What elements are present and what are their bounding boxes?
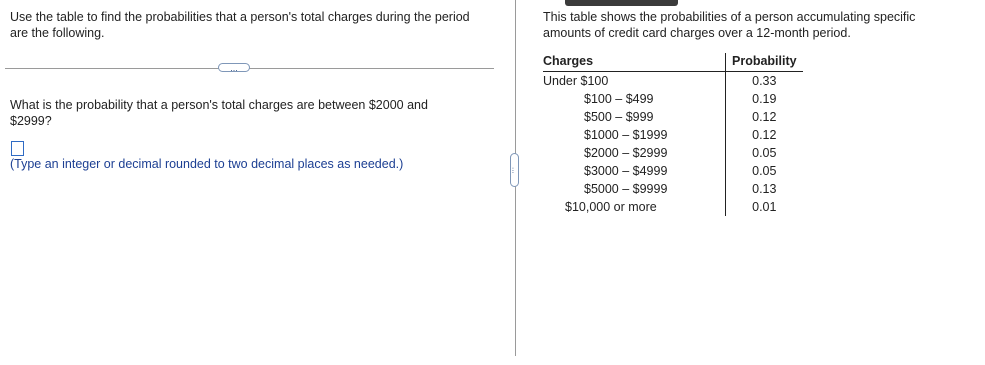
probability-cell: 0.05 [726, 162, 803, 180]
expand-more-button[interactable]: ... [218, 63, 250, 72]
table-row [543, 180, 803, 198]
splitter-handle-icon[interactable]: ... [510, 153, 519, 187]
answer-format-hint: (Type an integer or decimal rounded to two decimal places as needed.) [10, 157, 404, 171]
column-header-probability: Probability [726, 53, 803, 72]
charges-cell: $3000 – $4999 [584, 164, 668, 178]
probability-cell: 0.13 [726, 180, 803, 198]
table-row [543, 162, 803, 180]
charges-cell: Under $100 [543, 74, 609, 88]
column-header-charges: Charges [543, 53, 726, 72]
table-row [543, 108, 803, 126]
probability-cell: 0.33 [726, 72, 803, 91]
probability-cell: 0.12 [726, 126, 803, 144]
probability-cell: 0.01 [726, 198, 803, 216]
table-row [543, 126, 803, 144]
probability-cell: 0.19 [726, 90, 803, 108]
charges-cell: $500 – $999 [584, 110, 654, 124]
probability-table [543, 53, 803, 216]
answer-input[interactable] [11, 141, 24, 156]
table-row [543, 72, 803, 91]
charges-cell: $100 – $499 [584, 92, 654, 106]
table-description: This table shows the probabilities of a person accumulating specific amounts of credit card charges over a 12-month period. [543, 10, 916, 40]
probability-cell: 0.12 [726, 108, 803, 126]
charges-cell: $10,000 or more [565, 200, 657, 214]
table-row [543, 90, 803, 108]
instructions-text: Use the table to find the probabilities that a person's total charges during the period are the following. [10, 10, 470, 40]
charges-cell: $1000 – $1999 [584, 128, 668, 142]
top-tab-bar [565, 0, 678, 6]
probability-cell: 0.05 [726, 144, 803, 162]
table-row [543, 198, 803, 216]
charges-cell: $5000 – $9999 [584, 182, 668, 196]
question-text: What is the probability that a person's total charges are between $2000 and $2999? [10, 98, 428, 128]
charges-cell: $2000 – $2999 [584, 146, 668, 160]
table-row [543, 144, 803, 162]
